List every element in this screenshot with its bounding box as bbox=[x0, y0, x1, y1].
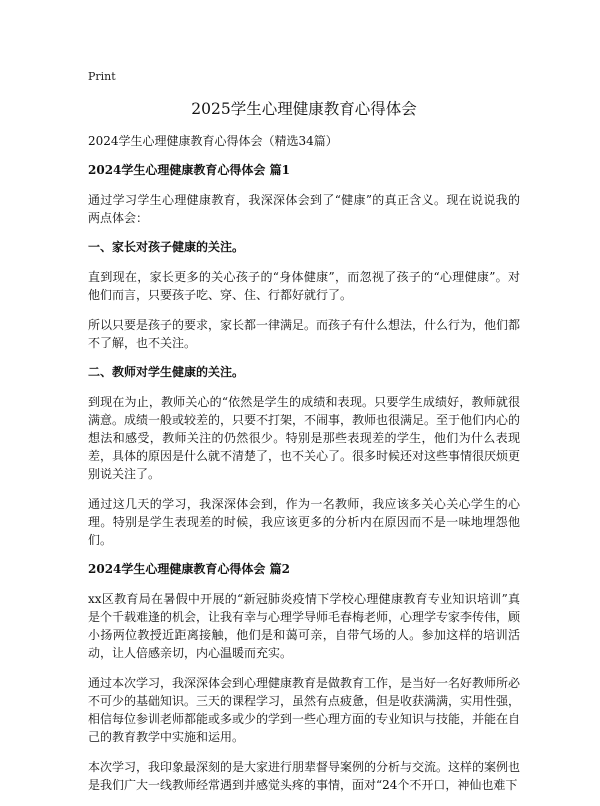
document-page bbox=[88, 70, 520, 806]
page-title: 2025学生心理健康教育心得体会 bbox=[191, 100, 417, 118]
article1-intro: 通过学习学生心理健康教育，我深深体会到了“健康”的真正含义。现在说说我的两点体会： bbox=[88, 193, 520, 225]
section2-heading: 二、教师对学生健康的关注。 bbox=[88, 365, 245, 379]
print-link[interactable]: Print bbox=[88, 70, 116, 83]
document-subtitle: 2024学生心理健康教育心得体会（精选34篇） bbox=[88, 134, 338, 148]
section2-paragraph-1: 到现在为止，教师关心的“依然是学生的成绩和表现。只要学生成绩好，教师就很满意。成绩一般或较差的，只要不打架，不闹事，教师也很满足。至于他们内心的想法和感受，教师关注的仍然很少。特别是那些表现差的学生，他们为什么表现差，具体的原因是什么就不清楚了，也不关心了。很多时候还对这些事情很厌烦更别说关注了。 bbox=[88, 395, 521, 481]
article2-paragraph-2: 通过本次学习，我深深体会到心理健康教育是做教育工作，是当好一名好教师所必不可少的基础知识。三天的课程学习，虽然有点疲惫，但是收获满满，实用性强，相信每位参训老师都能或多或少的学到一些心理方面的专业知识与技能，并能在自己的教育教学中实施和运用。 bbox=[88, 676, 521, 744]
article2-heading: 2024学生心理健康教育心得体会 篇2 bbox=[88, 562, 290, 576]
section1-paragraph-2: 所以只要是孩子的要求，家长都一律满足。而孩子有什么想法，什么行为，他们都不了解，也不关注。 bbox=[88, 318, 521, 350]
article2-paragraph-1: xx区教育局在暑假中开展的“新冠肺炎疫情下学校心理健康教育专业知识培训”真是个千载难逢的机会，让我有幸与心理学导师毛春梅老师，心理学专家李传伟，顾小扬两位教授近距离接触，他们是和蔼可亲，自带气场的人。参加这样的培训活动，让人倍感亲切，内心温暖而充实。 bbox=[88, 592, 521, 660]
article1-heading: 2024学生心理健康教育心得体会 篇1 bbox=[88, 163, 290, 177]
section1-heading: 一、家长对孩子健康的关注。 bbox=[88, 240, 245, 254]
section2-paragraph-2: 通过这几天的学习，我深深体会到，作为一名教师，我应该多关心关心学生的心理。特别是学生表现差的时候，我应该更多的分析内在原因而不是一味地埋怨他们。 bbox=[88, 497, 520, 547]
article2-paragraph-3: 本次学习，我印象最深刻的是大家进行朋辈督导案例的分析与交流。这样的案例也是我们广大一线教师经常遇到并感觉头疼的事情，面对“24个不开口，神仙也难下 bbox=[88, 760, 521, 792]
section1-paragraph-1: 直到现在，家长更多的关心孩子的“身体健康”，而忽视了孩子的“心理健康”。对他们而言，只要孩子吃、穿、住、行都好就行了。 bbox=[88, 270, 520, 302]
